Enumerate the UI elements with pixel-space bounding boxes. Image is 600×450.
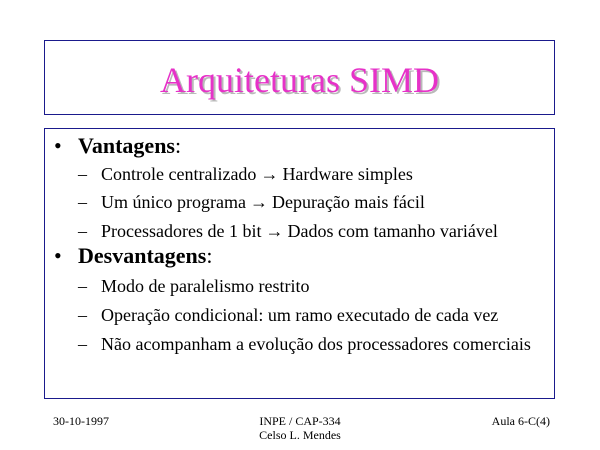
- list-item: [78, 190, 425, 214]
- item-right: Depuração mais fácil: [271, 192, 425, 212]
- item-text: Operação condicional: um ramo executado de cada vez: [101, 305, 499, 325]
- bullet-desvantagens: [54, 243, 212, 269]
- dash-icon: –: [78, 192, 87, 212]
- heading-colon: :: [175, 133, 182, 158]
- right-arrow-icon: →: [260, 164, 279, 184]
- list-item: [78, 332, 541, 356]
- section-heading: Vantagens: [78, 133, 175, 158]
- dash-icon: –: [78, 305, 87, 325]
- right-arrow-icon: →: [265, 221, 284, 241]
- bullet-icon: •: [54, 243, 62, 268]
- bullet-icon: •: [54, 133, 62, 158]
- footer-course: INPE / CAP-334: [259, 414, 341, 428]
- dash-icon: –: [78, 221, 87, 241]
- footer-author: Celso L. Mendes: [259, 428, 341, 442]
- list-item: [78, 219, 498, 243]
- item-text: Não acompanham a evolução dos processadores comerciais: [101, 334, 531, 354]
- heading-colon: :: [206, 243, 213, 268]
- list-item: [78, 162, 413, 186]
- dash-icon: –: [78, 334, 87, 354]
- item-right: Hardware simples: [282, 164, 413, 184]
- right-arrow-icon: →: [249, 192, 268, 212]
- item-text: Modo de paralelismo restrito: [101, 276, 310, 296]
- item-left: Controle centralizado: [101, 164, 257, 184]
- slide-title-box: [44, 40, 555, 115]
- list-item: [78, 274, 309, 298]
- slide-content-box: [44, 128, 555, 399]
- footer-date: 30-10-1997: [53, 414, 109, 428]
- item-right: Dados com tamanho variável: [287, 221, 498, 241]
- dash-icon: –: [78, 276, 87, 296]
- slide-title: Arquiteturas SIMD: [160, 59, 439, 100]
- section-heading: Desvantagens: [78, 243, 207, 268]
- dash-icon: –: [78, 164, 87, 184]
- list-item: [78, 303, 498, 327]
- footer-slide-number: Aula 6-C(4): [491, 414, 550, 428]
- item-left: Processadores de 1 bit: [101, 221, 262, 241]
- item-left: Um único programa: [101, 192, 246, 212]
- bullet-vantagens: [54, 133, 181, 159]
